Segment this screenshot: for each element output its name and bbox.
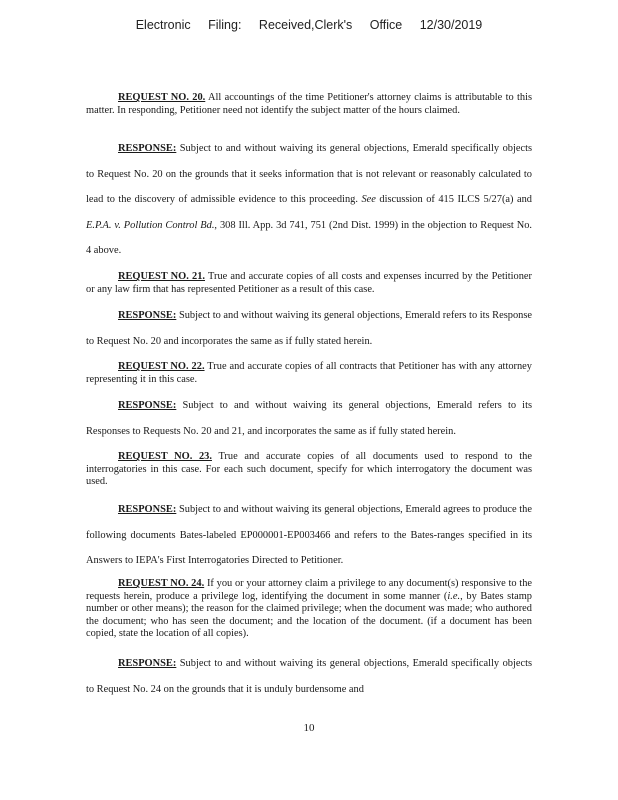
response-20-text1: Subject to and without waiving its general objections, Emerald specifically objects to Request No. 20 on the grounds that it seeks information that is not relevant or reasonably calculated to lead to the discovery of admissible evidence to this proceeding. [86, 143, 532, 205]
response-22-text: Subject to and without waiving its general objections, Emerald refers to its Responses to Requests No. 20 and 21, and incorporates the same as if fully stated herein. [86, 400, 532, 437]
request-23-label: REQUEST NO. 23. [118, 451, 212, 462]
header-date: 12/30/2019 [419, 18, 483, 32]
request-20-text: All accountings of the time Petitioner's attorney claims is attributable to this matter. In responding, Petitioner need not identify the subject matter of the hours claimed. [86, 92, 532, 116]
header-filing: Filing: [208, 18, 242, 32]
response-21-text: Subject to and without waiving its general objections, Emerald refers to its Response to Request No. 20 and incorporates the same as if fully stated herein. [86, 310, 532, 347]
header-received: Received,Clerk's [258, 18, 353, 32]
response-20-label: RESPONSE: [118, 143, 177, 154]
header-electronic: Electronic [135, 18, 191, 32]
page-number: 10 [303, 722, 315, 734]
request-21 [86, 271, 532, 296]
response-20-text2: discussion of 415 ILCS 5/27(a) and [375, 194, 532, 205]
response-20 [86, 136, 532, 264]
response-24-text: Subject to and without waiving its general objections, Emerald specifically objects to Request No. 24 on the grounds that it is unduly burdensome and [86, 658, 532, 695]
response-23-label: RESPONSE: [118, 504, 177, 515]
request-24-text1: If you or your attorney claim a privilege to any document(s) responsive to the requests herein, produce a privilege log, identifying the document in some manner ( [86, 578, 533, 602]
response-21 [86, 303, 532, 354]
request-24-text2: , by Bates stamp number or other means); the reason for the claimed privilege; when the document was made; who authored the document; who has seen the document; and the location of the document. (if a document has been copied, state the location of all copies). [86, 590, 533, 639]
request-22 [86, 361, 532, 386]
response-24-label: RESPONSE: [118, 658, 177, 669]
request-20-label: REQUEST NO. 20. [118, 92, 206, 103]
response-24 [86, 651, 532, 702]
response-23 [86, 497, 532, 574]
response-20-case: E.P.A. v. Pollution Control Bd. [86, 219, 215, 231]
response-22-label: RESPONSE: [118, 400, 177, 411]
request-23-text: True and accurate copies of all documents used to respond to the interrogatories in this case. For each such document, specify for which interrogatory the document was used. [86, 451, 532, 487]
request-22-label: REQUEST NO. 22. [118, 361, 205, 372]
response-20-text3: , 308 Ill. App. 3d 741, 751 (2nd Dist. 1999) in the objection to Request No. 4 above. [86, 219, 532, 256]
request-21-label: REQUEST NO. 21. [118, 271, 206, 282]
request-21-text: True and accurate copies of all costs and expenses incurred by the Petitioner or any law firm that has represented Petitioner as a result of this case. [86, 271, 533, 295]
response-22 [86, 393, 532, 444]
response-23-text: Subject to and without waiving its general objections, Emerald agrees to produce the following documents Bates-labeled EP000001-EP003466 and refers to the Bates-ranges specified in its Answers to IEPA's First Interrogatories Directed to Petitioner. [86, 504, 532, 566]
request-23 [86, 451, 532, 489]
request-22-text: True and accurate copies of all contracts that Petitioner has with any attorney representing it in this case. [86, 361, 532, 385]
filing-header [0, 18, 618, 32]
header-office: Office [369, 18, 403, 32]
response-21-label: RESPONSE: [118, 310, 177, 321]
request-24 [86, 578, 532, 641]
request-20 [86, 92, 532, 117]
request-24-label: REQUEST NO. 24. [118, 578, 205, 589]
request-24-ie: i.e. [447, 590, 461, 602]
response-20-see: See [361, 194, 376, 205]
